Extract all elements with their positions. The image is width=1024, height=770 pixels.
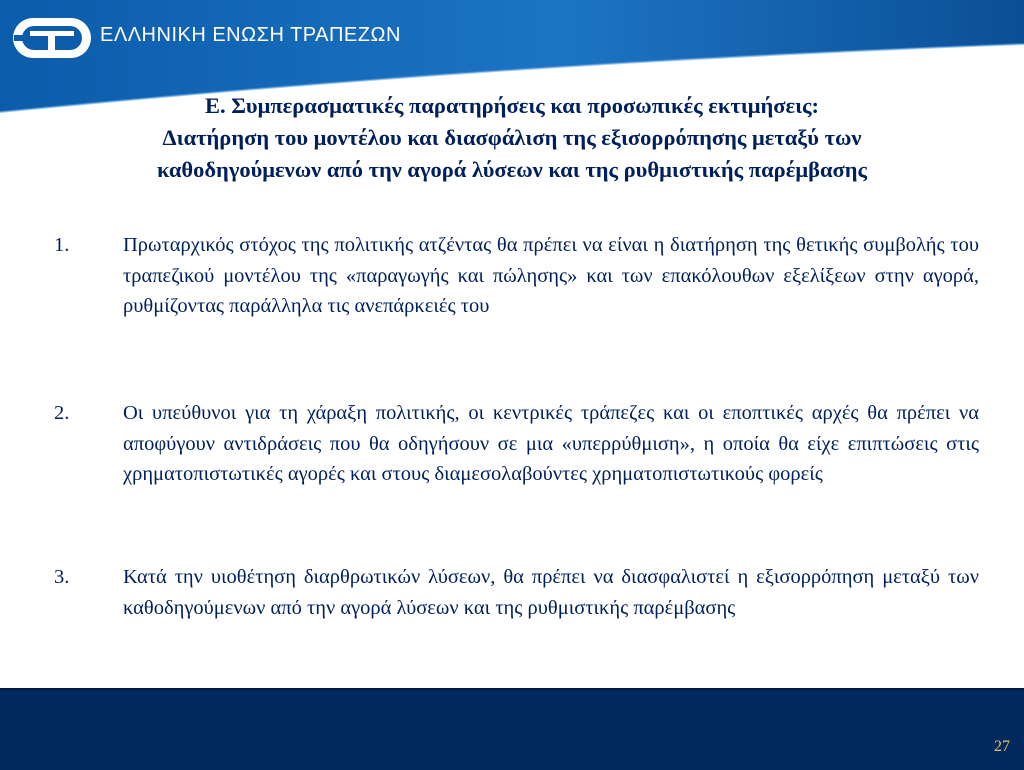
footer-band	[0, 688, 1024, 770]
page-number: 27	[994, 738, 1010, 755]
title-line-1: Ε. Συμπερασματικές παρατηρήσεις και προσωπικές εκτιμήσεις:	[204, 93, 820, 118]
list-item-text: Κατά την υιοθέτηση διαρθρωτικών λύσεων, θα πρέπει να διασφαλιστεί η εξισορρόπηση μεταξύ των καθοδηγούμενων από την αγορά λύσεων και της ρυθμιστικής παρέμβασης	[123, 566, 979, 619]
list-item-number: 1.	[54, 234, 70, 256]
title-line-2: Διατήρηση του μοντέλου και διασφάλιση της εξισορρόπησης μεταξύ των	[162, 125, 862, 150]
list-item-number: 2.	[54, 402, 70, 424]
organization-name: ΕΛΛΗΝΙΚΗ ΕΝΩΣΗ ΤΡΑΠΕΖΩΝ	[100, 24, 401, 46]
title-line-3: καθοδηγούμενων από την αγορά λύσεων και της ρυθμιστικής παρέμβασης	[156, 157, 868, 182]
list-item-number: 3.	[54, 566, 70, 588]
hellenic-bank-association-logo-icon	[12, 16, 92, 60]
list-item-text: Πρωταρχικός στόχος της πολιτικής ατζέντας θα πρέπει να είναι η διατήρηση της θετικής συμβολής του τραπεζικού μοντέλου της «παραγωγής και πώλησης» και των επακόλουθων εξελίξεων στην αγορά, ρυθμίζοντας παράλληλα τις ανεπάρκειές του	[123, 234, 979, 317]
list-item-text: Οι υπεύθυνοι για τη χάραξη πολιτικής, οι κεντρικές τράπεζες και οι εποπτικές αρχές θα πρέπει να αποφύγουν αντιδράσεις που θα οδηγήσουν σε μια «υπερρύθμιση», η οποία θα είχε επιπτώσεις στις χρηματοπιστωτικές αγορές και στους διαμεσολαβούντες χρηματοπιστωτικούς φορείς	[123, 402, 979, 485]
slide-title	[40, 90, 984, 186]
